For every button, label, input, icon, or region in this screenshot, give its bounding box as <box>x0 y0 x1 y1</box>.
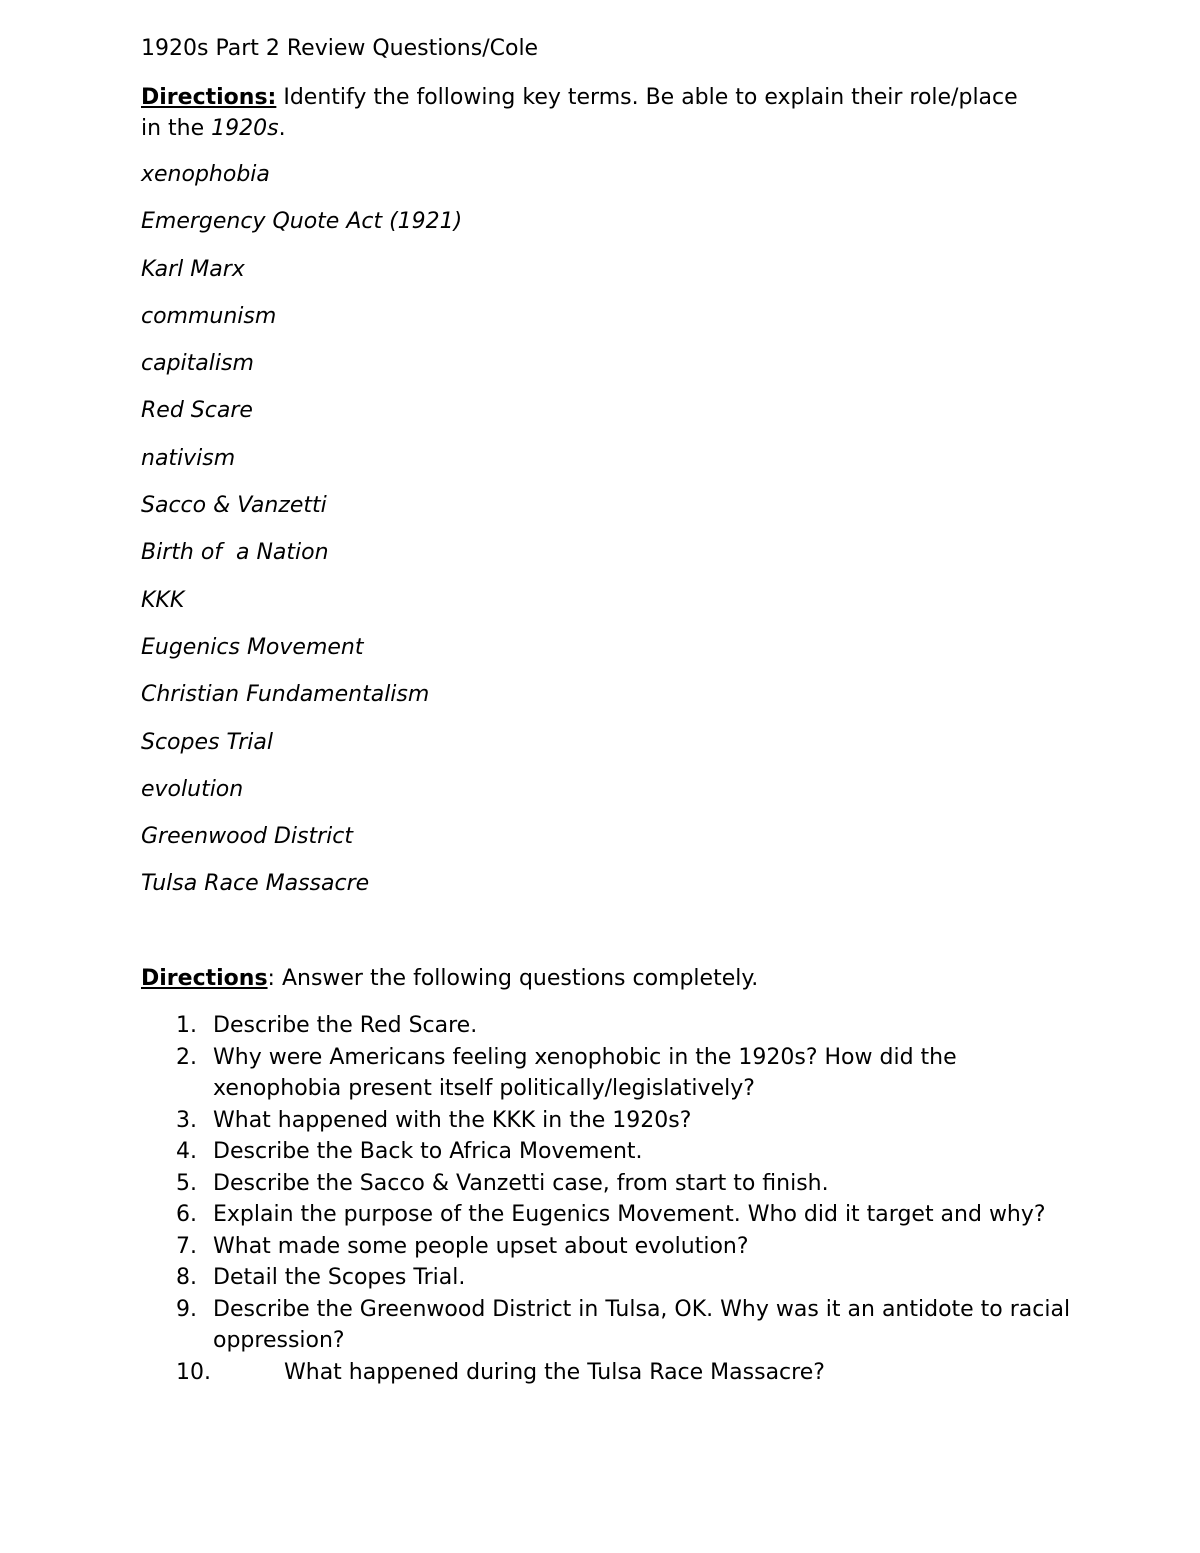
directions-text-end: . <box>278 116 286 141</box>
questions-list <box>176 1010 1076 1388</box>
key-term: Eugenics Movement <box>141 634 364 660</box>
question-text: Describe the Red Scare. <box>213 1013 478 1038</box>
document-title: 1920s Part 2 Review Questions/Cole <box>141 36 539 61</box>
key-term: Tulsa Race Massacre <box>141 871 370 897</box>
question-number: 5. <box>176 1170 197 1196</box>
key-term: xenophobia <box>141 162 270 187</box>
key-term: Birth of a Nation <box>141 540 329 566</box>
question-text: What made some people upset about evolution? <box>213 1233 749 1259</box>
question-number: 7. <box>176 1233 197 1259</box>
question-number: 6. <box>176 1202 197 1227</box>
question-number: 8. <box>176 1265 197 1290</box>
key-term: evolution <box>141 776 244 802</box>
key-term: Greenwood District <box>141 824 353 850</box>
directions-text: : Answer the following questions completely. <box>267 966 759 991</box>
question-text: Describe the Greenwood District in Tulsa, OK. Why was it an antidote to racial oppression? <box>213 1296 1071 1353</box>
question-item <box>176 1199 1076 1231</box>
key-term: Emergency Quote Act (1921) <box>141 209 463 235</box>
key-term: KKK <box>141 587 185 613</box>
directions-text: Identify the following key terms. Be able to explain their role/place in the <box>141 85 1018 141</box>
question-number: 4. <box>176 1139 197 1164</box>
question-item <box>176 1105 1076 1137</box>
question-item <box>176 1010 1076 1042</box>
directions-label: Directions <box>141 966 268 991</box>
question-number: 2. <box>176 1044 197 1070</box>
key-term: Sacco & Vanzetti <box>141 493 327 519</box>
key-term: Karl Marx <box>141 256 245 282</box>
question-item <box>176 1357 1076 1389</box>
question-text: Explain the purpose of the Eugenics Movement. Who did it target and why? <box>213 1202 1046 1227</box>
question-item <box>176 1136 1076 1168</box>
directions-questions <box>141 963 758 994</box>
question-item <box>176 1294 1076 1357</box>
key-term: nativism <box>141 445 236 471</box>
key-terms-list <box>141 160 462 917</box>
question-number: 3. <box>176 1107 197 1133</box>
key-term: communism <box>141 303 277 329</box>
directions-label: Directions: <box>141 85 277 110</box>
question-text: What happened during the Tulsa Race Massacre? <box>284 1359 825 1385</box>
directions-italic-text: 1920s <box>211 116 279 141</box>
question-text: Describe the Back to Africa Movement. <box>213 1139 643 1164</box>
directions-key-terms <box>141 82 1041 144</box>
key-term: capitalism <box>141 351 254 377</box>
key-term: Christian Fundamentalism <box>141 682 430 708</box>
question-item <box>176 1262 1076 1294</box>
key-term: Scopes Trial <box>141 729 273 755</box>
question-text: Why were Americans feeling xenophobic in the 1920s? How did the xenophobia present itself politically/legislatively? <box>213 1044 957 1101</box>
question-text: Describe the Sacco & Vanzetti case, from start to finish. <box>213 1170 829 1196</box>
question-item <box>176 1168 1076 1200</box>
question-number: 9. <box>176 1296 197 1322</box>
question-text: What happened with the KKK in the 1920s? <box>213 1107 692 1133</box>
question-item <box>176 1231 1076 1263</box>
question-text: Detail the Scopes Trial. <box>213 1265 466 1290</box>
question-number: 1. <box>176 1013 197 1038</box>
key-term: Red Scare <box>141 398 253 424</box>
question-item <box>176 1042 1076 1105</box>
question-number: 10. <box>176 1359 211 1385</box>
